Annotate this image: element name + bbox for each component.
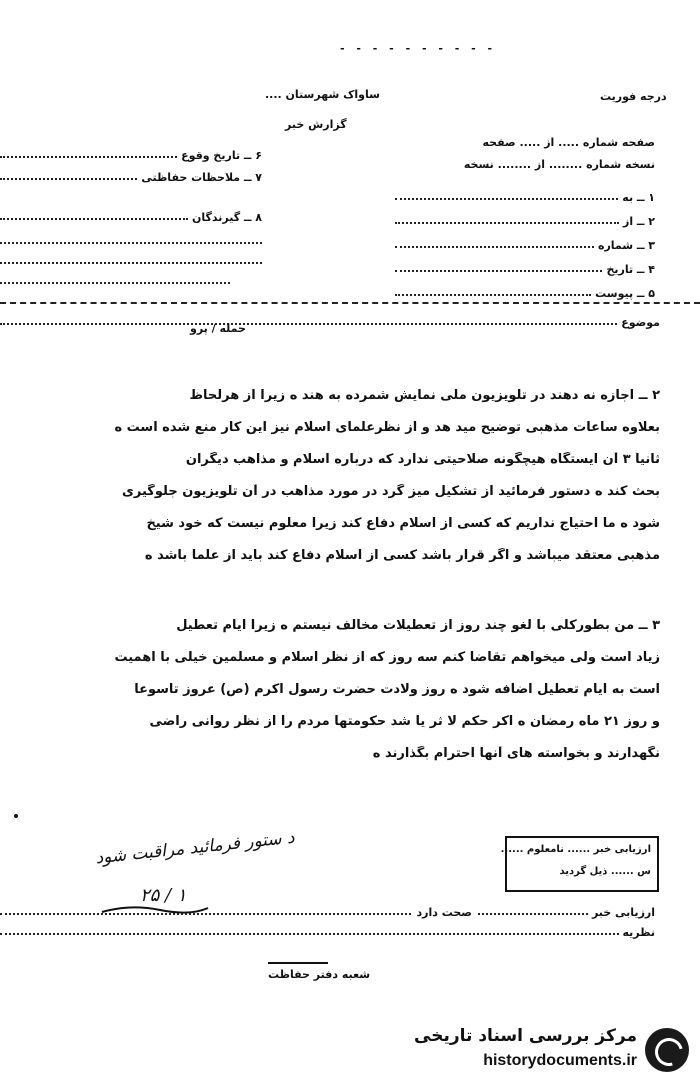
body-line: و روز ۲۱ ماه رمضان ه اکر حکم لا ثر یا شد حکومتها مردم را از نظر روانی راضی [149, 714, 660, 729]
evaluation-label: ارزیابی خبر [591, 906, 655, 919]
footer-opinion-row [0, 926, 655, 939]
body-line: بحث کند ه دستور فرمائید از تشکیل میز گرد در مورد مذاهب در آن تلویزیون جلوگیری [122, 484, 660, 499]
field-from: ۲ ــ از [622, 215, 655, 228]
body-line: بعلاوه ساعات مذهبی توضیح مید هد و از نظرعلمای اسلام نیز این کار منع شده است ه [114, 420, 660, 435]
bottom-rule [268, 962, 328, 964]
archive-logo-icon [645, 1028, 689, 1072]
dotted-line [0, 178, 137, 180]
dotted-line [0, 933, 619, 935]
watermark [410, 1022, 695, 1080]
field-row [0, 162, 262, 184]
dotted-line [0, 242, 262, 244]
dotted-line [395, 270, 602, 272]
field-security-notes: ۷ ــ ملاحظات حفاظتی [141, 171, 262, 184]
office-name: ساواک شهرستان .... [265, 88, 380, 101]
page-number-row: صفحه شماره ..... از ..... صفحه [482, 136, 655, 149]
field-row [395, 228, 655, 252]
right-fields [395, 180, 655, 300]
dotted-line [395, 222, 619, 224]
field-attachment: ۵ ــ پیوست [595, 287, 655, 300]
stray-mark [14, 814, 18, 818]
field-row [0, 202, 262, 224]
dotted-line [0, 262, 262, 264]
subject-row [0, 316, 660, 329]
field-row [0, 140, 262, 162]
opinion-label: نظریه [622, 926, 655, 939]
body-line: شود ه ما احتیاج نداریم که کسی از اسلام دفاع کند زیرا معلوم نیست که خود شیخ [146, 516, 660, 531]
watermark-title: مرکز بررسی اسناد تاریخی [414, 1026, 637, 1046]
department-label: شعبه دفتر حفاظت [268, 968, 371, 981]
field-row [395, 276, 655, 300]
body-line: مذهبی معتقد میباشد و اگر قرار باشد کسی از اسلام دفاع کند باید از علما باشد ه [144, 548, 660, 563]
accuracy-label: صحت دارد [416, 906, 472, 919]
field-row [395, 204, 655, 228]
body-line: نگهدارند و بخواسته های آنها احترام بگذارند ه [372, 746, 660, 761]
body-line: است به ایام تعطیل اضافه شود ه روز ولادت حضرت رسول اکرم (ص) عروز تاسوعا [134, 682, 660, 697]
stamp-line-2: س ...... ذیل گردید [559, 866, 651, 877]
dotted-line [395, 198, 618, 200]
watermark-url: historydocuments.ir [483, 1052, 637, 1069]
evaluation-stamp [500, 836, 659, 892]
field-row [395, 180, 655, 204]
copy-number-row: نسخه شماره ........ از ........ نسخه [463, 158, 655, 171]
field-to: ۱ ــ به [622, 191, 655, 204]
dotted-line [0, 156, 177, 158]
field-date: ۴ ــ تاریخ [606, 263, 655, 276]
subject-value: حمله / پرو [190, 322, 246, 335]
body-line: ۲ ــ اجازه نه دهند در تلویزیون ملی نمایش شمرده به هند ه زیرا از هرلحاظ [189, 388, 660, 403]
body-line: ۳ ــ من بطورکلی با لغو چند روز از تعطیلات مخالف نیستم ه زیرا ایام تعطیل [176, 618, 660, 633]
dotted-line [0, 323, 617, 325]
degree-label: درجه فوریت [600, 90, 667, 103]
dotted-line [395, 246, 594, 248]
dotted-line [0, 218, 188, 220]
field-recipients: ۸ ــ گیرندگان [191, 211, 262, 224]
report-label: گزارش خبر [285, 118, 347, 131]
dotted-line [0, 913, 411, 915]
dotted-line [478, 913, 588, 915]
top-dashes: - - - - - - - - - - [340, 42, 497, 55]
field-event-date: ۶ ــ تاریخ وقوع [181, 149, 262, 162]
header-separator [0, 302, 700, 304]
handwritten-note: د ستور فرمائید مراقبت شود [94, 827, 296, 869]
left-fields [0, 140, 262, 284]
field-number: ۳ ــ شماره [597, 239, 655, 252]
field-row [395, 252, 655, 276]
dotted-line [0, 282, 230, 284]
subject-label: موضوع [621, 316, 660, 329]
stamp-line-1: ارزیابی خبر ...... نامعلوم ...... [500, 844, 651, 855]
footer-evaluation-row [0, 906, 655, 919]
body-line: زیاد است ولی میخواهم تقاضا کنم سه روز که از نظر اسلام و مسلمین خیلی با اهمیت [114, 650, 660, 665]
body-line: ثانیاً ۳ آن ایستگاه هیچگونه صلاحیتی ندارد که درباره اسلام و مذاهب دیگران [185, 452, 660, 467]
dotted-line [395, 294, 591, 296]
handwritten-date: ۲۵ / ۱ [140, 885, 187, 906]
